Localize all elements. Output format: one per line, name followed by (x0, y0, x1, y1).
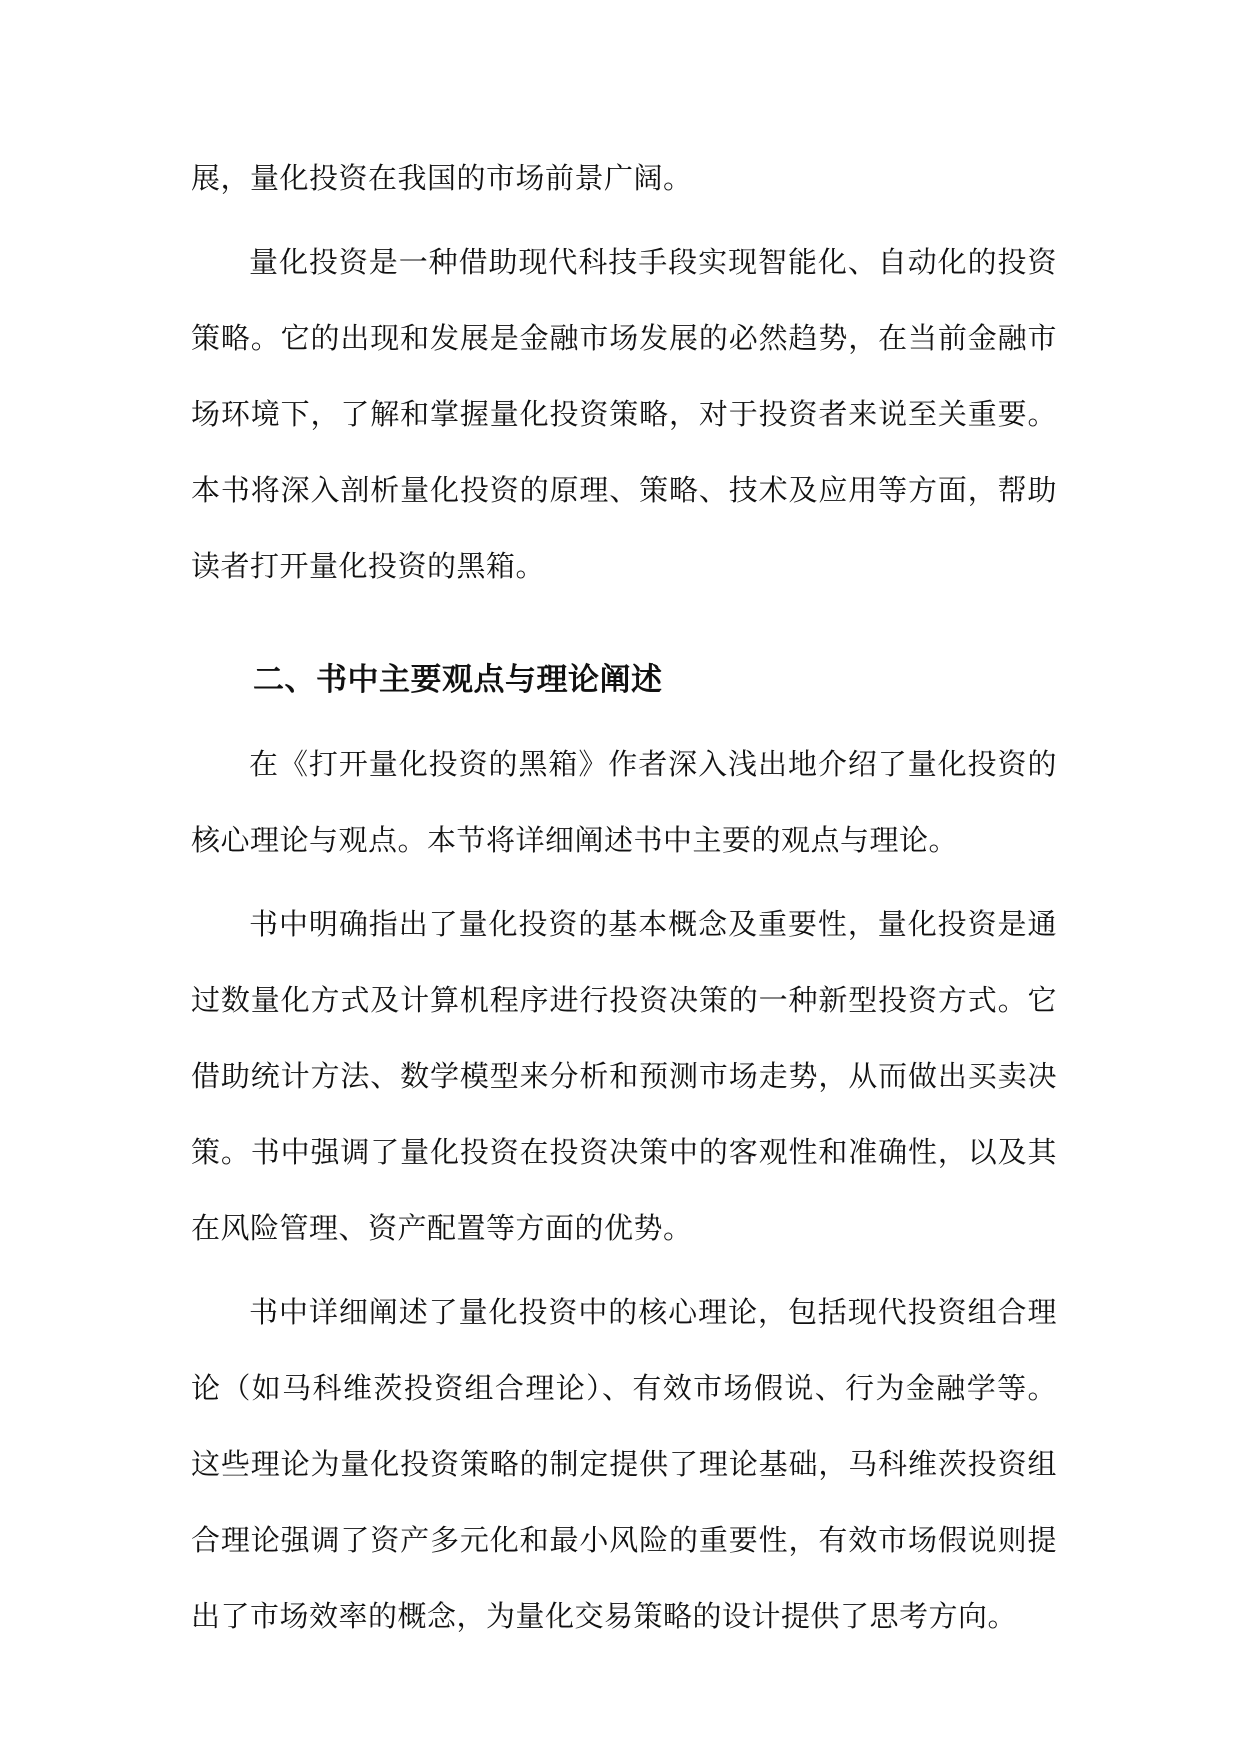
paragraph-gap (191, 718, 1057, 726)
paragraph-gap (191, 1266, 1057, 1274)
paragraph-core-theory: 书中详细阐述了量化投资中的核心理论，包括现代投资组合理论（如马科维茨投资组合理论）、有效市场假说、行为金融学等。这些理论为量化投资策略的制定提供了理论基础，马科维茨投资组合理论强调了资产多元化和最小风险的重要性，有效市场假说则提出了市场效率的概念，为量化交易策略的设计提供了思考方向。 (191, 1295, 1057, 1633)
paragraph-quant-overview: 量化投资是一种借助现代科技手段实现智能化、自动化的投资策略。它的出现和发展是金融市场发展的必然趋势，在当前金融市场环境下，了解和掌握量化投资策略，对于投资者来说至关重要。本书将深入剖析量化投资的原理、策略、技术及应用等方面，帮助读者打开量化投资的黑箱。 (191, 245, 1057, 583)
section-gap (191, 604, 1057, 642)
paragraph-book-intro: 在《打开量化投资的黑箱》作者深入浅出地介绍了量化投资的核心理论与观点。本节将详细阐述书中主要的观点与理论。 (191, 747, 1057, 857)
document-body (191, 140, 1057, 1654)
paragraph-gap (191, 878, 1057, 886)
paragraph-basic-concept: 书中明确指出了量化投资的基本概念及重要性，量化投资是通过数量化方式及计算机程序进行投资决策的一种新型投资方式。它借助统计方法、数学模型来分析和预测市场走势，从而做出买卖决策。书中强调了量化投资在投资决策中的客观性和准确性，以及其在风险管理、资产配置等方面的优势。 (191, 907, 1057, 1245)
section-heading: 二、书中主要观点与理论阐述 (253, 662, 663, 698)
paragraph-continuation: 展，量化投资在我国的市场前景广阔。 (191, 161, 693, 195)
paragraph-gap (191, 216, 1057, 224)
